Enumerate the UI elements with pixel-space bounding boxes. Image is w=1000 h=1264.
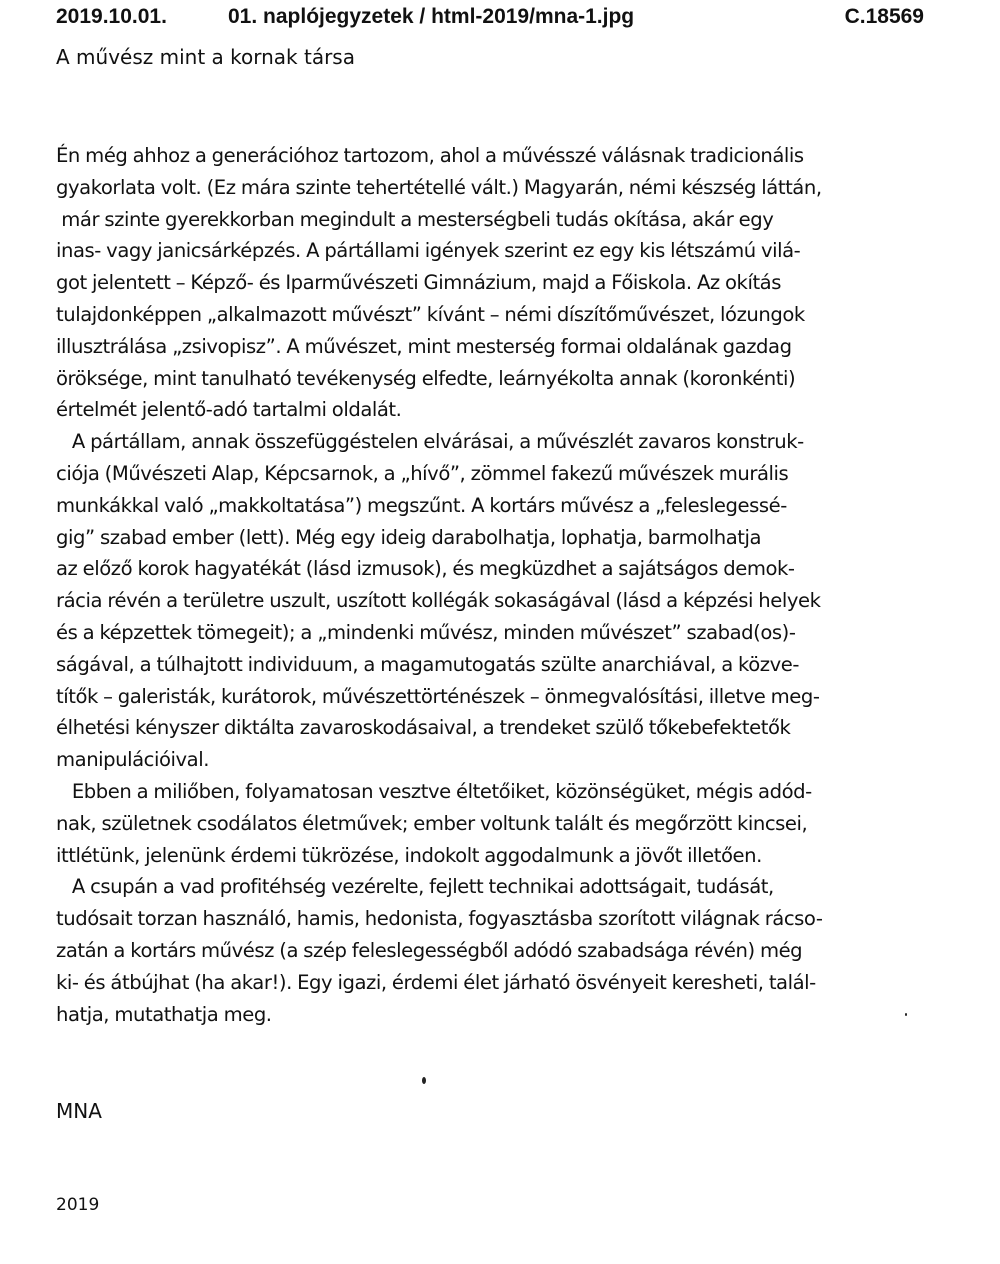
body-line: nak, születnek csodálatos életművek; ember voltunk talált és megőrzött kincsei, bbox=[56, 811, 808, 835]
body-line: got jelentett – Képző- és Iparművészeti Gimnázium, majd a Főiskola. Az okítás bbox=[56, 271, 781, 295]
header-date: 2019.10.01. bbox=[56, 5, 167, 28]
header-file-path: 01. naplójegyzetek / html-2019/mna-1.jpg bbox=[228, 5, 635, 28]
body-line: ittlétünk, jelenünk érdemi tükrözése, indokolt aggodalmunk a jövőt illetően. bbox=[56, 843, 762, 867]
body-line: munkákkal való „makkoltatása”) megszűnt. A kortárs művész a „feleslegessé- bbox=[56, 493, 787, 517]
year: 2019 bbox=[56, 1195, 100, 1215]
body-line: Én még ahhoz a generációhoz tartozom, ahol a művésszé válásnak tradicionális bbox=[56, 144, 804, 167]
body-line: inas- vagy janicsárképzés. A pártállami igények szerint ez egy kis létszámú vilá- bbox=[56, 239, 801, 263]
header-code: C.18569 bbox=[844, 5, 924, 28]
body-line: élhetési kényszer diktálta zavaroskodásaival, a trendeket szülő tőkebefektetők bbox=[56, 716, 791, 740]
body-line: manipulációival. bbox=[56, 748, 209, 772]
body-line: és a képzettek tömegeit); a „mindenki művész, minden művészet” szabad(os)- bbox=[56, 620, 796, 644]
body-line: gig” szabad ember (lett). Még egy ideig darabolhatja, lophatja, barmolhatja bbox=[56, 525, 762, 549]
body-line: öröksége, mint tanulható tevékenység elfedte, leárnyékolta annak (koronkénti) bbox=[56, 366, 796, 390]
body-line: ciója (Művészeti Alap, Képcsarnok, a „hívő”, zömmel fakezű művészek murális bbox=[56, 461, 789, 485]
document-subtitle: A művész mint a kornak társa bbox=[56, 45, 355, 69]
body-line: A csupán a vad profitéhség vezérelte, fejlett technikai adottságait, tudását, bbox=[56, 875, 774, 899]
body-line: az előző korok hagyatékát (lásd izmusok), és megküzdhet a sajátságos demok- bbox=[56, 557, 795, 581]
body-line: gyakorlata volt. (Ez mára szinte tehertétellé vált.) Magyarán, némi készség láttán, bbox=[56, 175, 822, 199]
body-line: már szinte gyerekkorban megindult a mesterségbeli tudás okítása, akár egy bbox=[56, 207, 774, 231]
ink-speck bbox=[905, 1013, 907, 1016]
body-line: rácia révén a területre uszult, uszított kollégák sokaságával (lásd a képzési helyek bbox=[56, 589, 821, 613]
body-line: tudósait torzan használó, hamis, hedonista, fogyasztásba szorított világnak rácso- bbox=[56, 907, 823, 931]
signature: MNA bbox=[56, 1099, 102, 1123]
document-header bbox=[56, 4, 936, 30]
body-line: Ebben a miliőben, folyamatosan vesztve éltetőiket, közönségüket, mégis adód- bbox=[56, 779, 812, 803]
body-line: tulajdonképpen „alkalmazott művészt” kívánt – némi díszítőművészet, lózungok bbox=[56, 302, 805, 326]
body-line: ki- és átbújhat (ha akar!). Egy igazi, érdemi élet járható ösvényeit keresheti, talál- bbox=[56, 970, 816, 994]
ink-speck bbox=[422, 1077, 426, 1084]
body-line: hatja, mutathatja meg. bbox=[56, 1002, 272, 1026]
body-line: ságával, a túlhajtott individuum, a magamutogatás szülte anarchiával, a közve- bbox=[56, 652, 799, 676]
body-line: illusztrálása „zsivopisz”. A művészet, mint mesterség formai oldalának gazdag bbox=[56, 334, 792, 358]
body-line: értelmét jelentő-adó tartalmi oldalát. bbox=[56, 398, 402, 422]
body-line: títők – galeristák, kurátorok, művészettörténészek – önmegvalósítási, illetve meg- bbox=[56, 684, 820, 708]
body-line: A pártállam, annak összefüggéstelen elvárásai, a művészlét zavaros konstruk- bbox=[56, 430, 804, 454]
body-line: zatán a kortárs művész (a szép feleslegességből adódó szabadsága révén) még bbox=[56, 938, 803, 962]
body-text bbox=[56, 140, 938, 1030]
